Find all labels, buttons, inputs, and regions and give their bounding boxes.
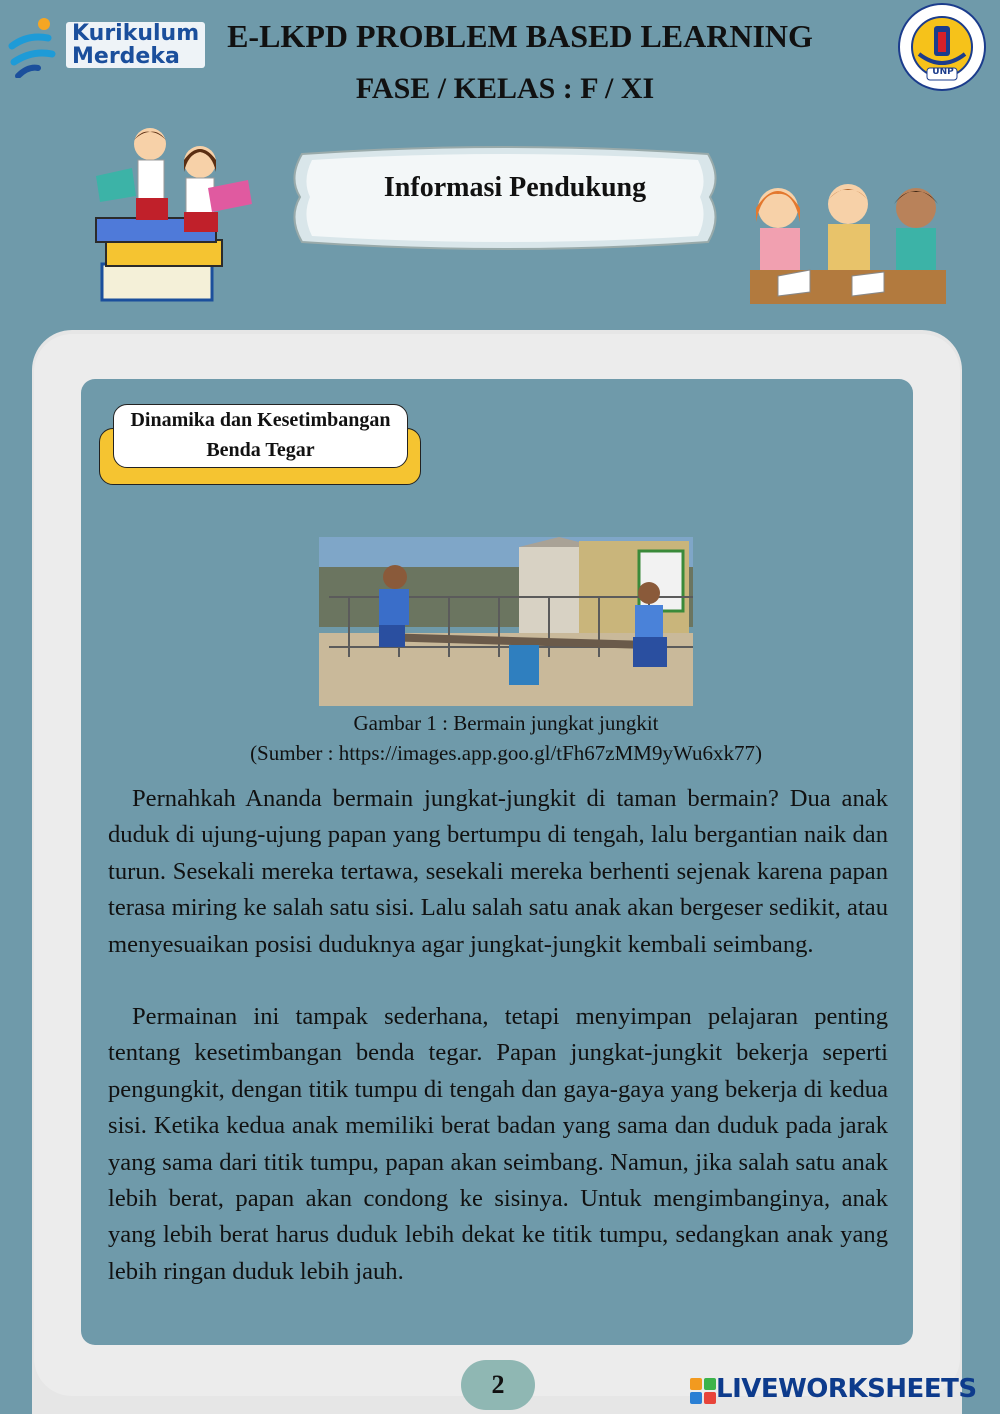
paragraph-2 xyxy=(108,999,888,1290)
logo-line2: Merdeka xyxy=(72,44,180,69)
page-subtitle: FASE / KELAS : F / XI xyxy=(355,72,655,105)
logo-line1: Kurikulum xyxy=(72,21,200,46)
paragraph-1 xyxy=(108,781,888,963)
page-number: 2 xyxy=(461,1360,535,1410)
kurikulum-merdeka-mark-icon xyxy=(8,16,58,78)
clapping-kids-illustration-icon xyxy=(748,178,948,308)
seal-abbr: UNP xyxy=(932,67,954,77)
paragraph-1-text: Pernahkah Ananda bermain jungkat-jungkit di taman bermain? Dua anak duduk di ujung-ujung papan yang bertumpu di tengah, lalu bergantian naik dan turun. Sesekali mereka tertawa, sesekali mereka berhenti sejenak karena papan terasa miring ke salah satu sisi. Lalu salah satu anak akan bergeser sedikit, atau menyesuaikan posisi duduknya agar jungkat-jungkit kembali seimbang. xyxy=(108,785,888,958)
banner-label: Informasi Pendukung xyxy=(383,172,647,203)
liveworksheets-logo-icon xyxy=(690,1378,716,1404)
unp-seal-logo xyxy=(897,2,987,92)
reading-kids-illustration-icon xyxy=(88,122,268,308)
topic-tag-line1: Dinamika dan Kesetimbangan xyxy=(130,409,391,431)
figure-caption: Gambar 1 : Bermain jungkat jungkit xyxy=(353,711,659,735)
figure-source: (Sumber : https://images.app.goo.gl/tFh67zMM9yWu6xk77) xyxy=(250,741,762,765)
seesaw-photo xyxy=(319,537,693,706)
page-title: E-LKPD PROBLEM BASED LEARNING xyxy=(227,18,813,54)
paragraph-2-text: Permainan ini tampak sederhana, tetapi menyimpan pelajaran penting tentang kesetimbangan benda tegar. Papan jungkat-jungkit bekerja seperti pengungkit, dengan titik tumpu di tengah dan gaya-gaya yang bekerja di kedua sisi. Ketika kedua anak memiliki berat badan yang sama dan duduk pada jarak yang sama dari titik tumpu, papan akan seimbang. Namun, jika salah satu anak lebih berat, papan akan condong ke sisinya. Untuk mengimbanginya, anak yang lebih berat harus duduk lebih dekat ke titik tumpu, sedangkan anak yang lebih ringan duduk lebih jauh. xyxy=(108,1003,888,1285)
topic-tag xyxy=(113,404,408,468)
watermark-text: LIVEWORKSHEETS xyxy=(716,1374,977,1404)
topic-tag-line2: Benda Tegar xyxy=(206,439,315,461)
